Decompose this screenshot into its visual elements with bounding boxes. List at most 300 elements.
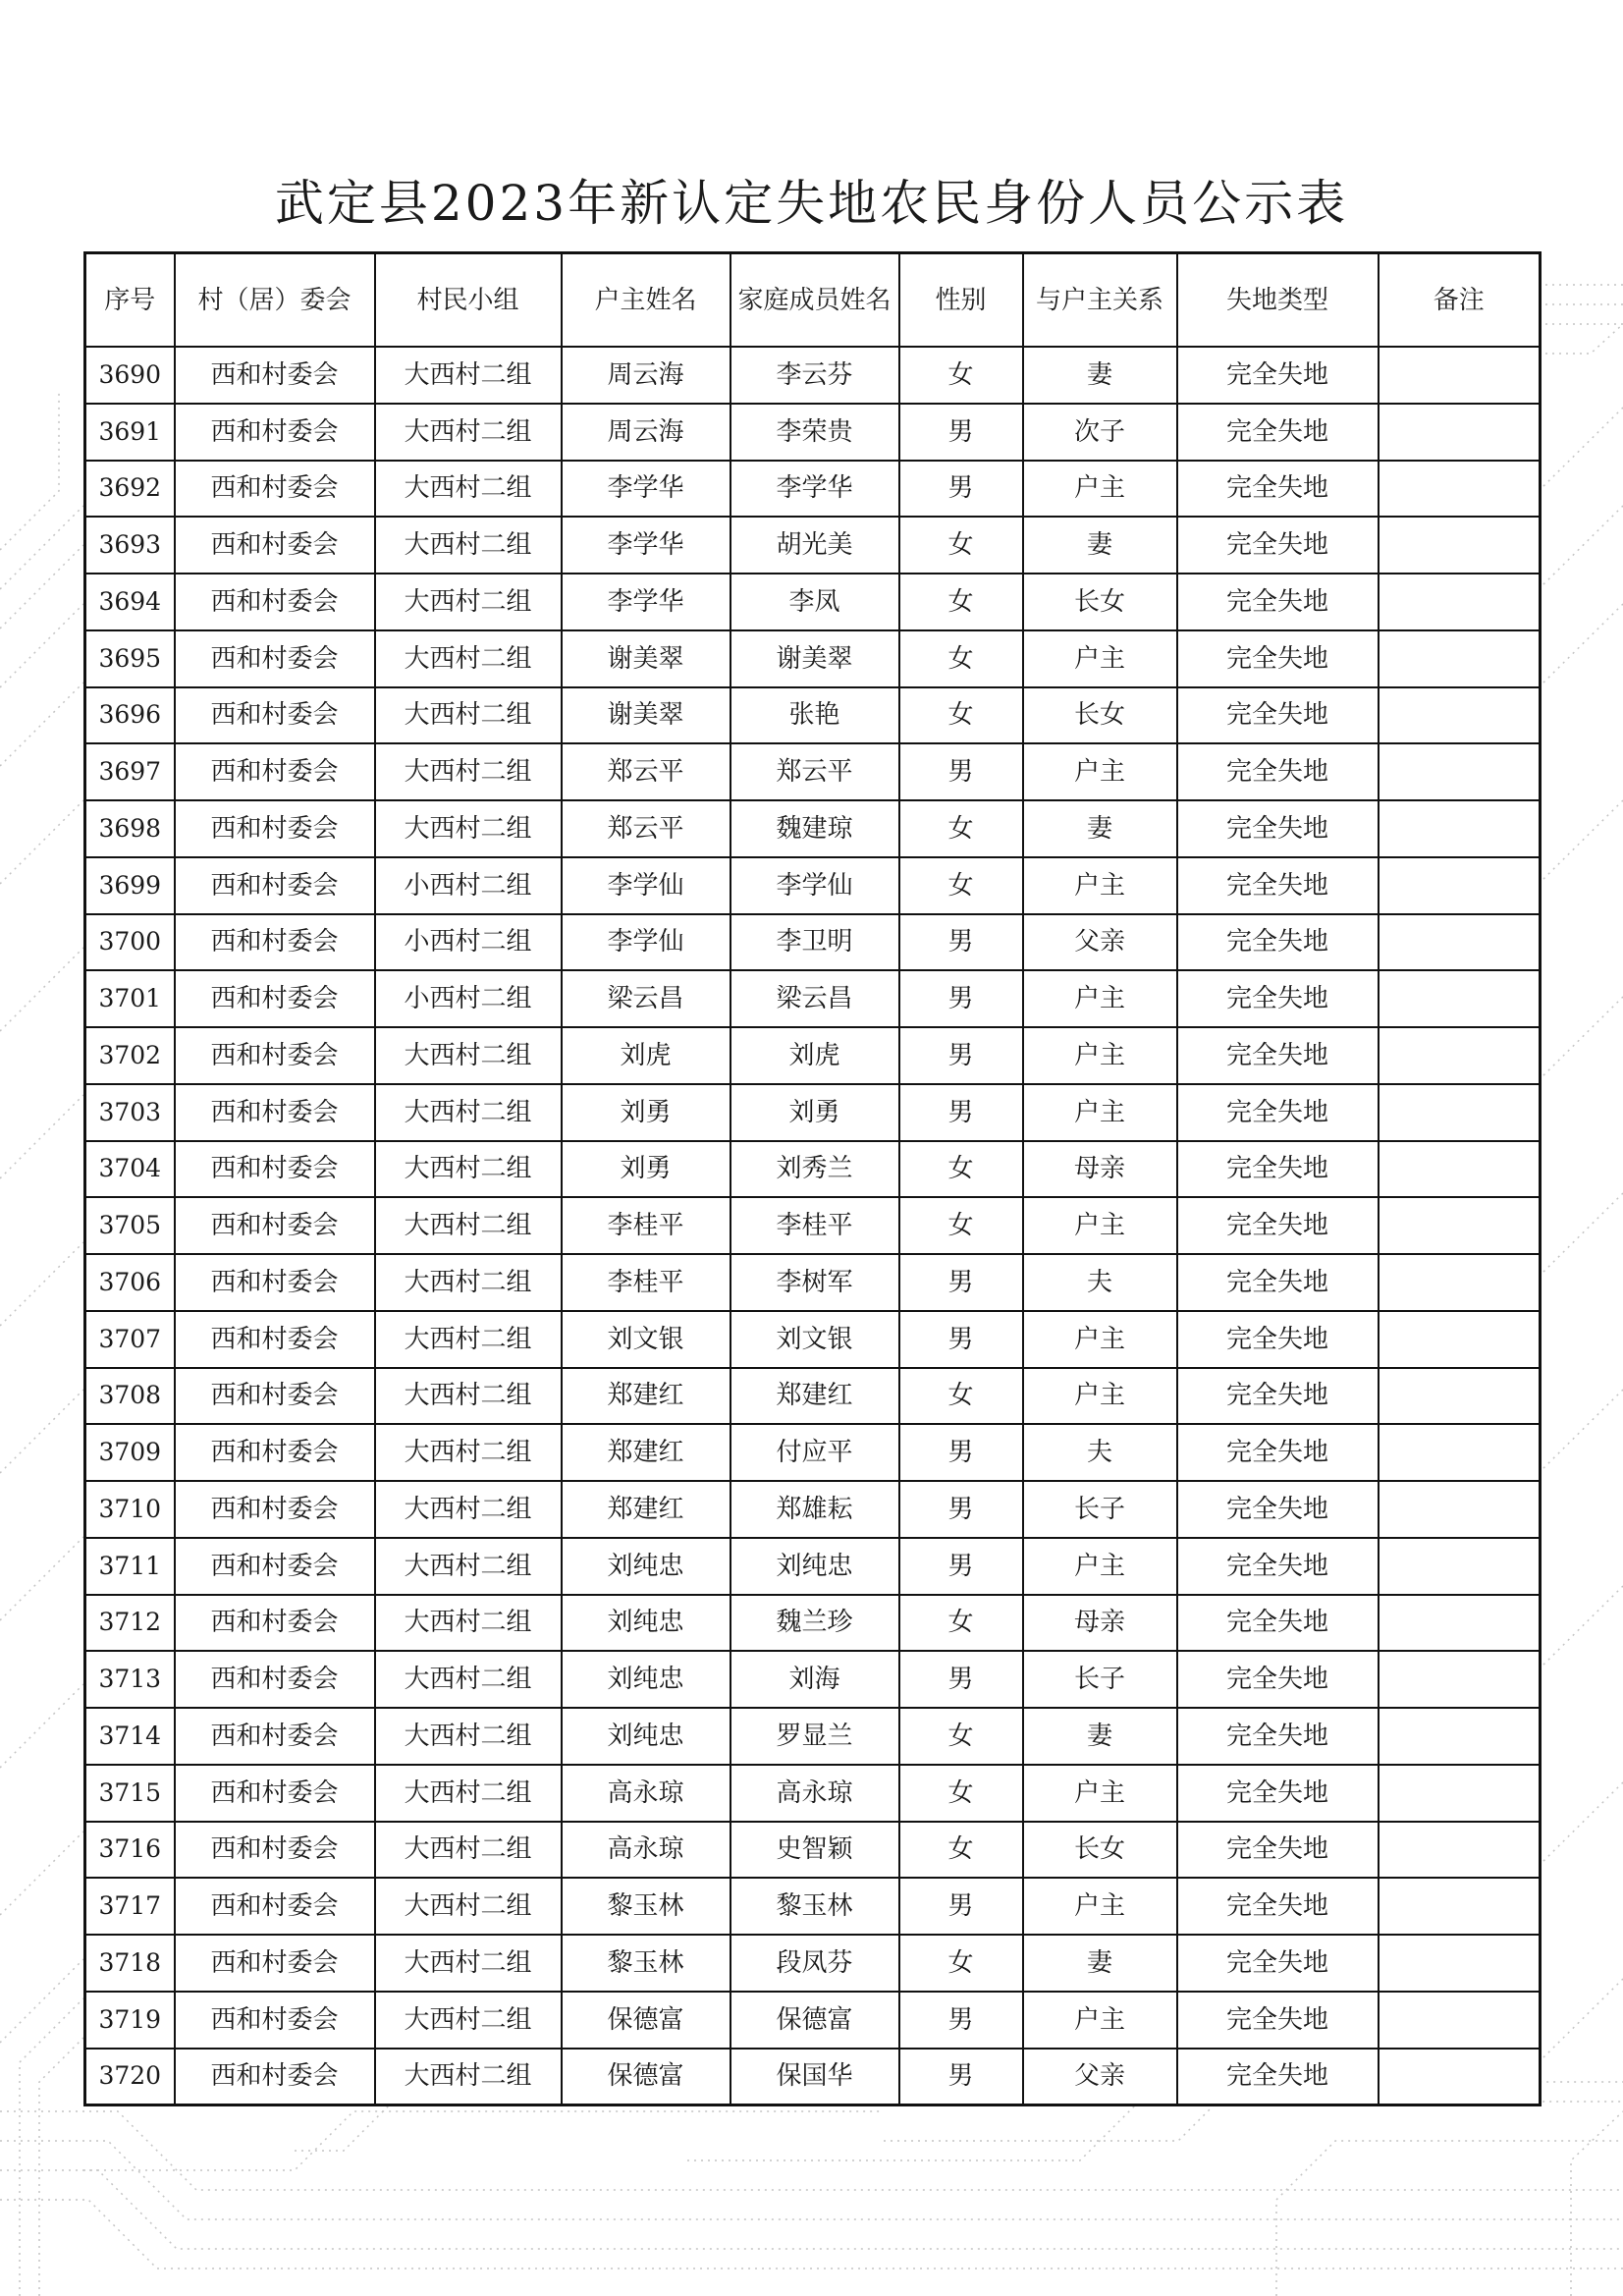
cell-remarks xyxy=(1379,517,1541,574)
table-row xyxy=(85,1197,1541,1254)
cell-householder-name: 刘文银 xyxy=(562,1311,730,1368)
cell-relationship: 长女 xyxy=(1023,574,1177,630)
cell-gender: 女 xyxy=(899,687,1023,744)
cell-villager-group: 大西村二组 xyxy=(375,1992,562,2049)
cell-seq: 3700 xyxy=(85,914,175,971)
cell-relationship: 户主 xyxy=(1023,1084,1177,1141)
cell-land-loss-type: 完全失地 xyxy=(1177,1254,1379,1311)
cell-remarks xyxy=(1379,1538,1541,1595)
cell-member-name: 高永琼 xyxy=(730,1765,899,1822)
cell-remarks xyxy=(1379,1878,1541,1935)
cell-land-loss-type: 完全失地 xyxy=(1177,1992,1379,2049)
cell-member-name: 保国华 xyxy=(730,2049,899,2105)
cell-seq: 3693 xyxy=(85,517,175,574)
cell-remarks xyxy=(1379,743,1541,800)
cell-householder-name: 李桂平 xyxy=(562,1254,730,1311)
cell-village-committee: 西和村委会 xyxy=(175,1197,375,1254)
cell-seq: 3702 xyxy=(85,1027,175,1084)
cell-villager-group: 大西村二组 xyxy=(375,1424,562,1481)
cell-villager-group: 大西村二组 xyxy=(375,1651,562,1708)
cell-householder-name: 郑建红 xyxy=(562,1481,730,1538)
cell-village-committee: 西和村委会 xyxy=(175,1368,375,1425)
cell-seq: 3706 xyxy=(85,1254,175,1311)
cell-gender: 男 xyxy=(899,743,1023,800)
cell-gender: 女 xyxy=(899,347,1023,404)
cell-villager-group: 小西村二组 xyxy=(375,970,562,1027)
cell-relationship: 户主 xyxy=(1023,1027,1177,1084)
cell-villager-group: 大西村二组 xyxy=(375,687,562,744)
cell-land-loss-type: 完全失地 xyxy=(1177,1822,1379,1879)
cell-householder-name: 高永琼 xyxy=(562,1765,730,1822)
table-row xyxy=(85,1822,1541,1879)
cell-remarks xyxy=(1379,347,1541,404)
cell-member-name: 付应平 xyxy=(730,1424,899,1481)
cell-remarks xyxy=(1379,1935,1541,1992)
cell-gender: 男 xyxy=(899,1992,1023,2049)
cell-remarks xyxy=(1379,1765,1541,1822)
cell-remarks xyxy=(1379,1424,1541,1481)
cell-seq: 3715 xyxy=(85,1765,175,1822)
cell-land-loss-type: 完全失地 xyxy=(1177,574,1379,630)
cell-remarks xyxy=(1379,1368,1541,1425)
cell-remarks xyxy=(1379,1992,1541,2049)
cell-village-committee: 西和村委会 xyxy=(175,687,375,744)
cell-gender: 女 xyxy=(899,857,1023,914)
cell-village-committee: 西和村委会 xyxy=(175,517,375,574)
cell-villager-group: 大西村二组 xyxy=(375,1027,562,1084)
cell-seq: 3717 xyxy=(85,1878,175,1935)
table-header xyxy=(85,253,1541,348)
cell-land-loss-type: 完全失地 xyxy=(1177,1935,1379,1992)
cell-land-loss-type: 完全失地 xyxy=(1177,1481,1379,1538)
table-row xyxy=(85,800,1541,857)
cell-relationship: 母亲 xyxy=(1023,1141,1177,1198)
cell-member-name: 梁云昌 xyxy=(730,970,899,1027)
cell-relationship: 户主 xyxy=(1023,970,1177,1027)
table-row xyxy=(85,1481,1541,1538)
cell-land-loss-type: 完全失地 xyxy=(1177,914,1379,971)
cell-villager-group: 大西村二组 xyxy=(375,1254,562,1311)
cell-village-committee: 西和村委会 xyxy=(175,1481,375,1538)
cell-seq: 3713 xyxy=(85,1651,175,1708)
cell-remarks xyxy=(1379,2049,1541,2105)
cell-householder-name: 李桂平 xyxy=(562,1197,730,1254)
cell-remarks xyxy=(1379,1651,1541,1708)
cell-relationship: 户主 xyxy=(1023,1992,1177,2049)
cell-member-name: 黎玉林 xyxy=(730,1878,899,1935)
cell-gender: 女 xyxy=(899,517,1023,574)
cell-member-name: 谢美翠 xyxy=(730,630,899,687)
cell-householder-name: 保德富 xyxy=(562,1992,730,2049)
cell-land-loss-type: 完全失地 xyxy=(1177,1197,1379,1254)
cell-village-committee: 西和村委会 xyxy=(175,800,375,857)
cell-relationship: 夫 xyxy=(1023,1254,1177,1311)
cell-householder-name: 梁云昌 xyxy=(562,970,730,1027)
cell-remarks xyxy=(1379,970,1541,1027)
header-seq: 序号 xyxy=(85,253,175,348)
cell-village-committee: 西和村委会 xyxy=(175,1254,375,1311)
cell-relationship: 母亲 xyxy=(1023,1595,1177,1652)
cell-relationship: 户主 xyxy=(1023,1311,1177,1368)
cell-householder-name: 郑建红 xyxy=(562,1424,730,1481)
cell-member-name: 郑建红 xyxy=(730,1368,899,1425)
cell-remarks xyxy=(1379,461,1541,518)
cell-seq: 3708 xyxy=(85,1368,175,1425)
cell-villager-group: 大西村二组 xyxy=(375,1708,562,1765)
cell-seq: 3692 xyxy=(85,461,175,518)
cell-villager-group: 大西村二组 xyxy=(375,1595,562,1652)
cell-householder-name: 李学华 xyxy=(562,461,730,518)
cell-villager-group: 大西村二组 xyxy=(375,1368,562,1425)
cell-member-name: 罗显兰 xyxy=(730,1708,899,1765)
cell-relationship: 夫 xyxy=(1023,1424,1177,1481)
cell-relationship: 妻 xyxy=(1023,517,1177,574)
cell-householder-name: 郑云平 xyxy=(562,800,730,857)
cell-member-name: 史智颖 xyxy=(730,1822,899,1879)
cell-gender: 男 xyxy=(899,1311,1023,1368)
cell-villager-group: 大西村二组 xyxy=(375,1084,562,1141)
cell-village-committee: 西和村委会 xyxy=(175,404,375,461)
header-village-committee: 村（居）委会 xyxy=(175,253,375,348)
cell-land-loss-type: 完全失地 xyxy=(1177,1368,1379,1425)
cell-relationship: 长女 xyxy=(1023,1822,1177,1879)
cell-villager-group: 大西村二组 xyxy=(375,1935,562,1992)
cell-seq: 3711 xyxy=(85,1538,175,1595)
cell-relationship: 户主 xyxy=(1023,857,1177,914)
table-row xyxy=(85,1595,1541,1652)
cell-village-committee: 西和村委会 xyxy=(175,743,375,800)
cell-land-loss-type: 完全失地 xyxy=(1177,970,1379,1027)
cell-villager-group: 大西村二组 xyxy=(375,404,562,461)
cell-relationship: 户主 xyxy=(1023,1765,1177,1822)
table-row xyxy=(85,1254,1541,1311)
cell-remarks xyxy=(1379,1141,1541,1198)
cell-seq: 3696 xyxy=(85,687,175,744)
cell-member-name: 刘虎 xyxy=(730,1027,899,1084)
cell-gender: 女 xyxy=(899,1822,1023,1879)
table-row xyxy=(85,857,1541,914)
cell-relationship: 妻 xyxy=(1023,800,1177,857)
cell-member-name: 刘纯忠 xyxy=(730,1538,899,1595)
cell-householder-name: 李学华 xyxy=(562,574,730,630)
cell-villager-group: 大西村二组 xyxy=(375,630,562,687)
cell-land-loss-type: 完全失地 xyxy=(1177,1424,1379,1481)
cell-village-committee: 西和村委会 xyxy=(175,1708,375,1765)
cell-seq: 3710 xyxy=(85,1481,175,1538)
cell-remarks xyxy=(1379,1708,1541,1765)
cell-village-committee: 西和村委会 xyxy=(175,2049,375,2105)
table-row xyxy=(85,1935,1541,1992)
cell-gender: 男 xyxy=(899,970,1023,1027)
cell-villager-group: 大西村二组 xyxy=(375,1822,562,1879)
cell-gender: 女 xyxy=(899,1595,1023,1652)
cell-village-committee: 西和村委会 xyxy=(175,1084,375,1141)
cell-remarks xyxy=(1379,857,1541,914)
cell-member-name: 李荣贵 xyxy=(730,404,899,461)
header-row xyxy=(85,253,1541,348)
cell-member-name: 李卫明 xyxy=(730,914,899,971)
cell-seq: 3695 xyxy=(85,630,175,687)
cell-villager-group: 大西村二组 xyxy=(375,1481,562,1538)
cell-seq: 3698 xyxy=(85,800,175,857)
cell-remarks xyxy=(1379,1822,1541,1879)
cell-relationship: 户主 xyxy=(1023,630,1177,687)
cell-member-name: 郑云平 xyxy=(730,743,899,800)
cell-village-committee: 西和村委会 xyxy=(175,1027,375,1084)
cell-member-name: 郑雄耘 xyxy=(730,1481,899,1538)
cell-villager-group: 大西村二组 xyxy=(375,1538,562,1595)
cell-village-committee: 西和村委会 xyxy=(175,1651,375,1708)
cell-member-name: 李树军 xyxy=(730,1254,899,1311)
cell-gender: 女 xyxy=(899,1368,1023,1425)
table-row xyxy=(85,1027,1541,1084)
table-row xyxy=(85,461,1541,518)
cell-householder-name: 刘虎 xyxy=(562,1027,730,1084)
table-row xyxy=(85,914,1541,971)
cell-relationship: 户主 xyxy=(1023,743,1177,800)
cell-land-loss-type: 完全失地 xyxy=(1177,743,1379,800)
cell-village-committee: 西和村委会 xyxy=(175,574,375,630)
cell-seq: 3703 xyxy=(85,1084,175,1141)
cell-householder-name: 刘勇 xyxy=(562,1141,730,1198)
cell-villager-group: 大西村二组 xyxy=(375,1141,562,1198)
cell-householder-name: 刘勇 xyxy=(562,1084,730,1141)
cell-seq: 3716 xyxy=(85,1822,175,1879)
cell-relationship: 妻 xyxy=(1023,1708,1177,1765)
cell-villager-group: 大西村二组 xyxy=(375,800,562,857)
cell-remarks xyxy=(1379,404,1541,461)
table-row xyxy=(85,687,1541,744)
cell-land-loss-type: 完全失地 xyxy=(1177,404,1379,461)
cell-seq: 3697 xyxy=(85,743,175,800)
cell-gender: 男 xyxy=(899,461,1023,518)
cell-member-name: 李学仙 xyxy=(730,857,899,914)
cell-villager-group: 大西村二组 xyxy=(375,1311,562,1368)
cell-village-committee: 西和村委会 xyxy=(175,857,375,914)
cell-land-loss-type: 完全失地 xyxy=(1177,1878,1379,1935)
cell-relationship: 长子 xyxy=(1023,1481,1177,1538)
cell-seq: 3720 xyxy=(85,2049,175,2105)
cell-villager-group: 大西村二组 xyxy=(375,347,562,404)
cell-land-loss-type: 完全失地 xyxy=(1177,1765,1379,1822)
cell-villager-group: 大西村二组 xyxy=(375,461,562,518)
cell-gender: 男 xyxy=(899,2049,1023,2105)
cell-seq: 3691 xyxy=(85,404,175,461)
cell-gender: 男 xyxy=(899,1027,1023,1084)
cell-gender: 女 xyxy=(899,1708,1023,1765)
header-land-loss-type: 失地类型 xyxy=(1177,253,1379,348)
table-row xyxy=(85,1368,1541,1425)
cell-remarks xyxy=(1379,574,1541,630)
cell-member-name: 张艳 xyxy=(730,687,899,744)
table-row xyxy=(85,1765,1541,1822)
cell-householder-name: 谢美翠 xyxy=(562,630,730,687)
table-row xyxy=(85,517,1541,574)
table-row xyxy=(85,970,1541,1027)
table-row xyxy=(85,574,1541,630)
cell-seq: 3694 xyxy=(85,574,175,630)
header-remarks: 备注 xyxy=(1379,253,1541,348)
cell-householder-name: 郑建红 xyxy=(562,1368,730,1425)
cell-relationship: 父亲 xyxy=(1023,2049,1177,2105)
cell-seq: 3690 xyxy=(85,347,175,404)
cell-village-committee: 西和村委会 xyxy=(175,461,375,518)
cell-householder-name: 刘纯忠 xyxy=(562,1538,730,1595)
cell-remarks xyxy=(1379,800,1541,857)
cell-village-committee: 西和村委会 xyxy=(175,1765,375,1822)
cell-remarks xyxy=(1379,1027,1541,1084)
cell-householder-name: 李学华 xyxy=(562,517,730,574)
header-member-name: 家庭成员姓名 xyxy=(730,253,899,348)
cell-land-loss-type: 完全失地 xyxy=(1177,461,1379,518)
cell-member-name: 李云芬 xyxy=(730,347,899,404)
cell-gender: 女 xyxy=(899,1765,1023,1822)
cell-gender: 女 xyxy=(899,1935,1023,1992)
cell-member-name: 李凤 xyxy=(730,574,899,630)
header-relationship: 与户主关系 xyxy=(1023,253,1177,348)
cell-gender: 女 xyxy=(899,574,1023,630)
cell-village-committee: 西和村委会 xyxy=(175,970,375,1027)
table-row xyxy=(85,1992,1541,2049)
cell-villager-group: 大西村二组 xyxy=(375,1878,562,1935)
page-title: 武定县2023年新认定失地农民身份人员公示表 xyxy=(274,175,1349,232)
cell-householder-name: 刘纯忠 xyxy=(562,1708,730,1765)
cell-gender: 男 xyxy=(899,1424,1023,1481)
cell-seq: 3714 xyxy=(85,1708,175,1765)
cell-householder-name: 李学仙 xyxy=(562,857,730,914)
cell-seq: 3718 xyxy=(85,1935,175,1992)
cell-villager-group: 大西村二组 xyxy=(375,2049,562,2105)
cell-householder-name: 保德富 xyxy=(562,2049,730,2105)
cell-relationship: 次子 xyxy=(1023,404,1177,461)
cell-member-name: 胡光美 xyxy=(730,517,899,574)
table-row xyxy=(85,630,1541,687)
cell-remarks xyxy=(1379,1311,1541,1368)
cell-villager-group: 大西村二组 xyxy=(375,574,562,630)
cell-remarks xyxy=(1379,687,1541,744)
cell-land-loss-type: 完全失地 xyxy=(1177,1084,1379,1141)
cell-relationship: 户主 xyxy=(1023,461,1177,518)
table-body xyxy=(85,347,1541,2105)
cell-land-loss-type: 完全失地 xyxy=(1177,630,1379,687)
cell-remarks xyxy=(1379,1595,1541,1652)
cell-householder-name: 周云海 xyxy=(562,404,730,461)
table-row xyxy=(85,1424,1541,1481)
cell-village-committee: 西和村委会 xyxy=(175,1141,375,1198)
header-villager-group: 村民小组 xyxy=(375,253,562,348)
cell-relationship: 户主 xyxy=(1023,1197,1177,1254)
cell-member-name: 段凤芬 xyxy=(730,1935,899,1992)
header-gender: 性别 xyxy=(899,253,1023,348)
cell-seq: 3712 xyxy=(85,1595,175,1652)
cell-village-committee: 西和村委会 xyxy=(175,1311,375,1368)
cell-gender: 女 xyxy=(899,1141,1023,1198)
cell-villager-group: 小西村二组 xyxy=(375,914,562,971)
cell-seq: 3704 xyxy=(85,1141,175,1198)
cell-remarks xyxy=(1379,1197,1541,1254)
cell-gender: 男 xyxy=(899,914,1023,971)
cell-gender: 男 xyxy=(899,1254,1023,1311)
cell-village-committee: 西和村委会 xyxy=(175,1595,375,1652)
cell-gender: 女 xyxy=(899,630,1023,687)
cell-householder-name: 谢美翠 xyxy=(562,687,730,744)
cell-gender: 男 xyxy=(899,404,1023,461)
table-row xyxy=(85,743,1541,800)
cell-remarks xyxy=(1379,1254,1541,1311)
cell-remarks xyxy=(1379,914,1541,971)
cell-village-committee: 西和村委会 xyxy=(175,1878,375,1935)
table-row xyxy=(85,1651,1541,1708)
cell-land-loss-type: 完全失地 xyxy=(1177,1595,1379,1652)
cell-member-name: 李学华 xyxy=(730,461,899,518)
cell-relationship: 长子 xyxy=(1023,1651,1177,1708)
cell-seq: 3719 xyxy=(85,1992,175,2049)
cell-village-committee: 西和村委会 xyxy=(175,1424,375,1481)
table-row xyxy=(85,347,1541,404)
cell-land-loss-type: 完全失地 xyxy=(1177,1538,1379,1595)
cell-land-loss-type: 完全失地 xyxy=(1177,687,1379,744)
cell-villager-group: 小西村二组 xyxy=(375,857,562,914)
cell-gender: 女 xyxy=(899,1197,1023,1254)
cell-seq: 3705 xyxy=(85,1197,175,1254)
cell-relationship: 户主 xyxy=(1023,1538,1177,1595)
cell-householder-name: 李学仙 xyxy=(562,914,730,971)
cell-gender: 男 xyxy=(899,1481,1023,1538)
cell-relationship: 户主 xyxy=(1023,1878,1177,1935)
cell-land-loss-type: 完全失地 xyxy=(1177,1708,1379,1765)
cell-relationship: 户主 xyxy=(1023,1368,1177,1425)
cell-villager-group: 大西村二组 xyxy=(375,1197,562,1254)
cell-village-committee: 西和村委会 xyxy=(175,1538,375,1595)
cell-remarks xyxy=(1379,630,1541,687)
cell-seq: 3709 xyxy=(85,1424,175,1481)
cell-land-loss-type: 完全失地 xyxy=(1177,1311,1379,1368)
cell-gender: 男 xyxy=(899,1651,1023,1708)
cell-relationship: 妻 xyxy=(1023,347,1177,404)
cell-gender: 男 xyxy=(899,1084,1023,1141)
table-row xyxy=(85,1538,1541,1595)
cell-gender: 男 xyxy=(899,1538,1023,1595)
cell-village-committee: 西和村委会 xyxy=(175,1992,375,2049)
cell-householder-name: 郑云平 xyxy=(562,743,730,800)
cell-seq: 3701 xyxy=(85,970,175,1027)
cell-householder-name: 刘纯忠 xyxy=(562,1595,730,1652)
cell-relationship: 父亲 xyxy=(1023,914,1177,971)
cell-villager-group: 大西村二组 xyxy=(375,1765,562,1822)
cell-member-name: 刘秀兰 xyxy=(730,1141,899,1198)
cell-villager-group: 大西村二组 xyxy=(375,517,562,574)
cell-householder-name: 黎玉林 xyxy=(562,1935,730,1992)
table-row xyxy=(85,1878,1541,1935)
cell-member-name: 魏兰珍 xyxy=(730,1595,899,1652)
cell-land-loss-type: 完全失地 xyxy=(1177,517,1379,574)
cell-gender: 女 xyxy=(899,800,1023,857)
cell-land-loss-type: 完全失地 xyxy=(1177,2049,1379,2105)
cell-village-committee: 西和村委会 xyxy=(175,347,375,404)
table-row xyxy=(85,1311,1541,1368)
cell-relationship: 妻 xyxy=(1023,1935,1177,1992)
cell-village-committee: 西和村委会 xyxy=(175,630,375,687)
cell-remarks xyxy=(1379,1084,1541,1141)
cell-member-name: 魏建琼 xyxy=(730,800,899,857)
cell-land-loss-type: 完全失地 xyxy=(1177,800,1379,857)
cell-remarks xyxy=(1379,1481,1541,1538)
cell-land-loss-type: 完全失地 xyxy=(1177,1651,1379,1708)
cell-member-name: 保德富 xyxy=(730,1992,899,2049)
table-row xyxy=(85,404,1541,461)
header-householder-name: 户主姓名 xyxy=(562,253,730,348)
cell-seq: 3699 xyxy=(85,857,175,914)
